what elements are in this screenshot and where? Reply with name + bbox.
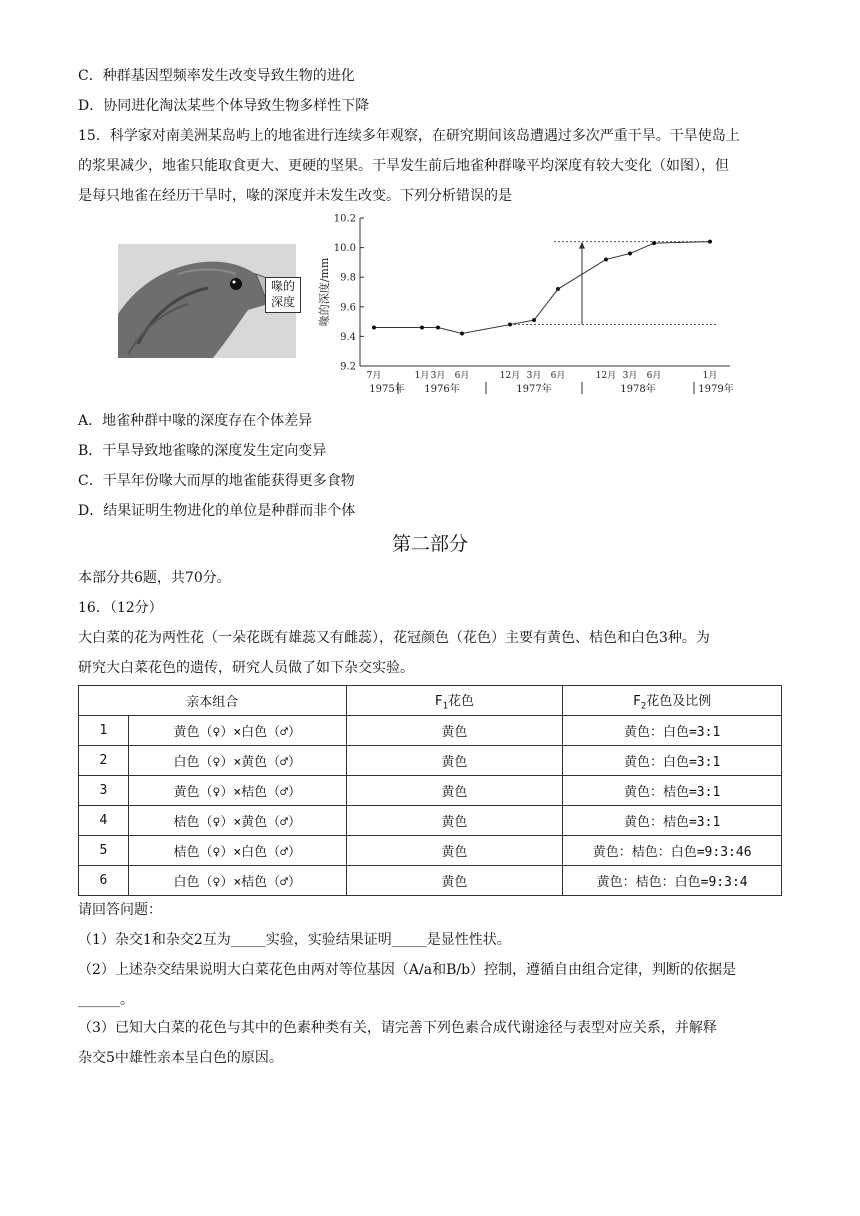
data-point <box>604 257 608 261</box>
beak-depth-label-line-2: 深度 <box>270 295 295 309</box>
part2-title: 第二部分 <box>391 533 468 555</box>
x-tick-label: 12月 <box>595 371 617 381</box>
q16-sub3-line-1: （3）已知大白菜的花色与其中的色素种类有关，请完善下列色素合成代谢途径与表型对应关系，并解释 <box>78 1020 717 1036</box>
header-f1-prefix: F <box>434 693 443 709</box>
f2-ratio: 黄色：白色=3:1 <box>563 746 782 776</box>
f1-color: 黄色 <box>346 746 563 776</box>
change-arrow-head <box>579 242 585 249</box>
parent-cross: 黄色（♀）×白色（♂） <box>128 716 346 746</box>
table-row <box>79 716 782 746</box>
beak-depth-label-line-1: 喙的 <box>270 279 295 293</box>
x-tick-label: 3月 <box>622 371 638 381</box>
q16-sub1: （1）杂交1和杂交2互为_____实验，实验结果证明_____是显性性状。 <box>78 932 511 948</box>
header-f1-sub: 1 <box>442 701 449 712</box>
data-point <box>628 252 632 256</box>
y-tick-label: 10.2 <box>333 213 356 225</box>
header-f1 <box>346 686 563 716</box>
cross-experiment-table <box>78 685 782 896</box>
header-f1-suffix: 花色 <box>448 693 475 709</box>
cross-number: 3 <box>79 776 129 806</box>
data-point <box>652 241 656 245</box>
beak-depth-label <box>265 277 301 313</box>
f2-ratio: 黄色：桔色=3:1 <box>563 806 782 836</box>
x-year-label: 1976年 <box>424 384 460 395</box>
parent-cross: 黄色（♀）×桔色（♂） <box>128 776 346 806</box>
data-point <box>708 240 712 244</box>
table-header-row <box>79 686 782 716</box>
header-parents: 亲本组合 <box>79 686 347 716</box>
f1-color: 黄色 <box>346 716 563 746</box>
cross-number: 5 <box>79 836 129 866</box>
y-axis-label: 喙的深度/mm <box>318 257 331 327</box>
table-row <box>79 866 782 896</box>
cross-number: 6 <box>79 866 129 896</box>
data-point <box>436 326 440 330</box>
f2-ratio: 黄色：桔色：白色=9:3:46 <box>563 836 782 866</box>
part2-intro: 本部分共6题，共70分。 <box>78 570 231 586</box>
y-tick-label: 9.6 <box>340 302 356 314</box>
f1-color: 黄色 <box>346 866 563 896</box>
y-tick-label: 9.2 <box>340 361 356 373</box>
data-point <box>460 331 464 335</box>
f2-ratio: 黄色：桔色：白色=9:3:4 <box>563 866 782 896</box>
x-year-label: 1977年 <box>516 384 552 395</box>
q15-stem-line-3: 是每只地雀在经历干旱时，喙的深度并未发生改变。下列分析错误的是 <box>78 188 512 204</box>
x-tick-label: 6月 <box>550 371 566 381</box>
f1-color: 黄色 <box>346 776 563 806</box>
table-row <box>79 836 782 866</box>
x-year-label: 1975年 <box>369 384 405 395</box>
q15-option-c: C．干旱年份喙大而厚的地雀能获得更多食物 <box>78 473 355 489</box>
x-tick-label: 12月 <box>499 371 521 381</box>
data-point <box>508 323 512 327</box>
f2-ratio: 黄色：白色=3:1 <box>563 716 782 746</box>
q16-sub2-line-1: （2）上述杂交结果说明大白菜花色由两对等位基因（A/a和B/b）控制，遵循自由组合定律，判断的依据是 <box>78 962 737 978</box>
x-tick-label: 6月 <box>454 371 470 381</box>
q16-number: 16．（12分） <box>78 600 163 616</box>
y-tick-label: 10.0 <box>333 243 356 255</box>
q15-stem-line-1: 15．科学家对南美洲某岛屿上的地雀进行连续多年观察，在研究期间该岛遭遇过多次严重干旱。干旱使岛上 <box>78 128 740 144</box>
option-d-prev: D．协同进化淘汰某些个体导致生物多样性下降 <box>78 98 370 114</box>
data-point <box>372 326 376 330</box>
f2-ratio: 黄色：桔色=3:1 <box>563 776 782 806</box>
data-point <box>420 326 424 330</box>
x-tick-label: 1月 <box>414 371 430 381</box>
x-tick-label: 1月 <box>702 371 718 381</box>
x-year-label: 1978年 <box>620 384 656 395</box>
parent-cross: 白色（♀）×黄色（♂） <box>128 746 346 776</box>
beak-depth-chart <box>310 206 750 396</box>
table-row <box>79 806 782 836</box>
f1-color: 黄色 <box>346 806 563 836</box>
x-tick-label: 6月 <box>646 371 662 381</box>
q16-sub3-line-2: 杂交5中雄性亲本呈白色的原因。 <box>78 1050 283 1066</box>
x-tick-label: 7月 <box>366 371 382 381</box>
cross-number: 4 <box>79 806 129 836</box>
header-f2 <box>563 686 782 716</box>
table-row <box>79 746 782 776</box>
x-tick-label: 3月 <box>526 371 542 381</box>
cross-number: 1 <box>79 716 129 746</box>
parent-cross: 桔色（♀）×黄色（♂） <box>128 806 346 836</box>
header-f2-sub: 2 <box>640 701 647 712</box>
q15-option-a: A．地雀种群中喙的深度存在个体差异 <box>78 413 313 429</box>
parent-cross: 桔色（♀）×白色（♂） <box>128 836 346 866</box>
cross-number: 2 <box>79 746 129 776</box>
q15-option-b: B．干旱导致地雀喙的深度发生定向变异 <box>78 443 327 459</box>
option-c-prev: C．种群基因型频率发生改变导致生物的进化 <box>78 68 355 84</box>
data-point <box>532 318 536 322</box>
q15-stem-line-2: 的浆果减少，地雀只能取食更大、更硬的坚果。干旱发生前后地雀种群喙平均深度有较大变化（如图），但 <box>78 158 729 174</box>
x-tick-label: 3月 <box>430 371 446 381</box>
q16-stem-line-2: 研究大白菜花色的遗传，研究人员做了如下杂交实验。 <box>78 660 414 676</box>
beak-depth-series-line <box>374 242 710 334</box>
header-f2-prefix: F <box>633 693 641 709</box>
data-point <box>556 287 560 291</box>
f1-color: 黄色 <box>346 836 563 866</box>
q16-stem-line-1: 大白菜的花为两性花（一朵花既有雄蕊又有雌蕊），花冠颜色（花色）主要有黄色、桔色和白色3种。为 <box>78 630 710 646</box>
x-year-label: 1979年 <box>698 384 734 395</box>
q15-option-d: D．结果证明生物进化的单位是种群而非个体 <box>78 503 356 519</box>
q16-sub2-line-2: ______。 <box>78 992 134 1008</box>
header-f2-suffix: 花色及比例 <box>646 693 712 709</box>
y-tick-label: 9.4 <box>340 331 356 343</box>
q16-prompt: 请回答问题： <box>78 902 162 918</box>
y-tick-label: 9.8 <box>340 272 356 284</box>
table-row <box>79 776 782 806</box>
parent-cross: 白色（♀）×桔色（♂） <box>128 866 346 896</box>
